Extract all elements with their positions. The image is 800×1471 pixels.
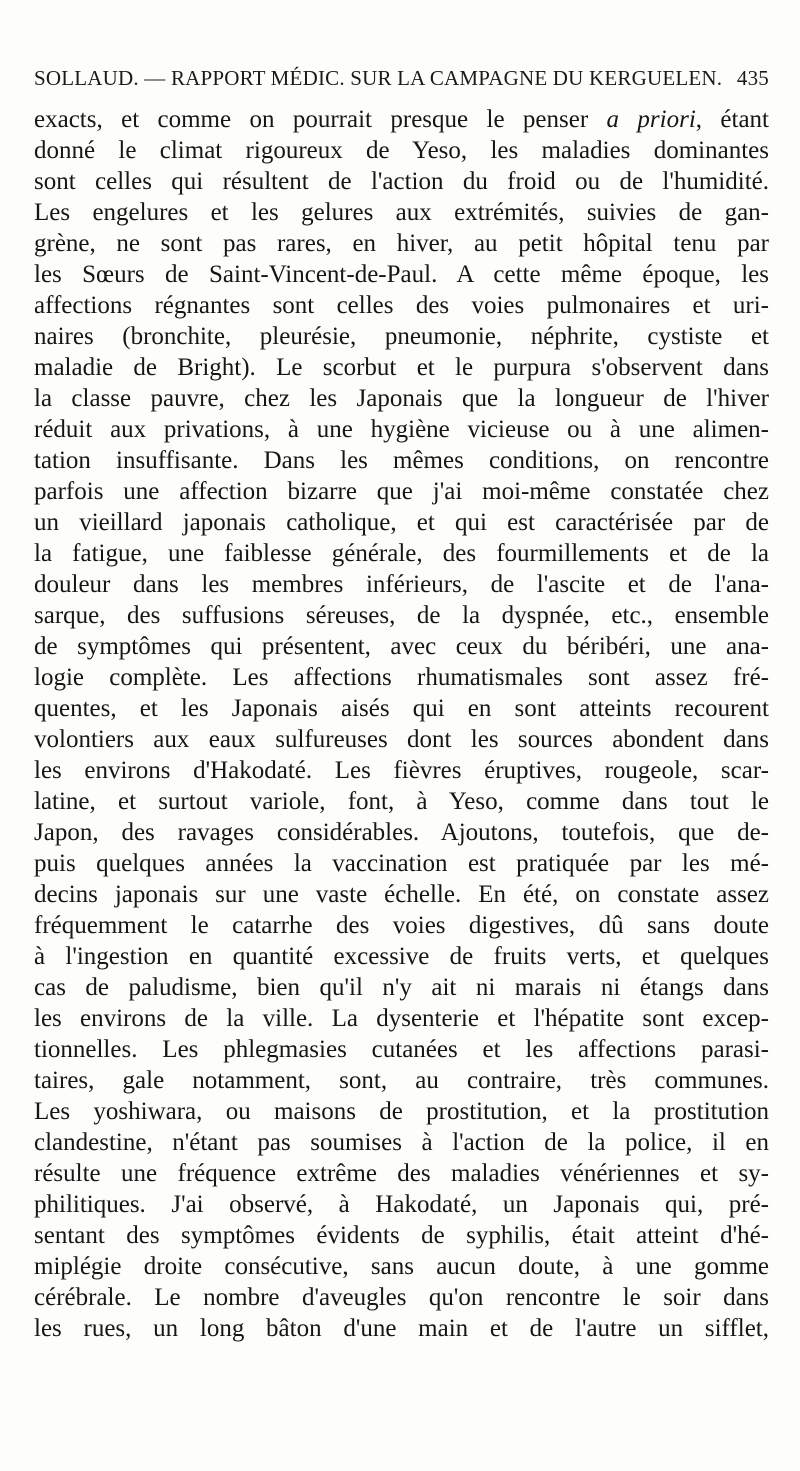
text-line: grène, ne sont pas rares, en hiver, au petit hôpital tenu par <box>34 230 769 257</box>
text-line: la fatigue, une faiblesse générale, des fourmillements et de la <box>34 540 769 567</box>
text-line: les rues, un long bâton d'une main et de l'autre un sifflet, <box>34 1315 769 1342</box>
page-header <box>34 66 769 98</box>
text-line: latine, et surtout variole, font, à Yeso, comme dans tout le <box>34 788 769 815</box>
text-line: decins japonais sur une vaste échelle. En été, on constate assez <box>34 881 769 908</box>
page-number: 435 <box>736 66 769 90</box>
text-line: tation insuffisante. Dans les mêmes conditions, on rencontre <box>34 447 769 474</box>
text-line: volontiers aux eaux sulfureuses dont les sources abondent dans <box>34 726 769 753</box>
text-line: les environs d'Hakodaté. Les fièvres éruptives, rougeole, scar- <box>34 757 769 784</box>
text-line: résulte une fréquence extrême des maladies vénériennes et sy- <box>34 1160 769 1187</box>
text-line: quentes, et les Japonais aisés qui en sont atteints recourent <box>34 695 769 722</box>
text-line: un vieillard japonais catholique, et qui est caractérisée par de <box>34 509 769 536</box>
text-line: philitiques. J'ai observé, à Hakodaté, un Japonais qui, pré- <box>34 1191 769 1218</box>
text-line: cérébrale. Le nombre d'aveugles qu'on rencontre le soir dans <box>34 1284 769 1311</box>
text-line: réduit aux privations, à une hygiène vicieuse ou à une alimen- <box>34 416 769 443</box>
text-line: clandestine, n'étant pas soumises à l'action de la police, il en <box>34 1129 769 1156</box>
text-line: miplégie droite consécutive, sans aucun doute, à une gomme <box>34 1253 769 1280</box>
text-line: puis quelques années la vaccination est pratiquée par les mé- <box>34 850 769 877</box>
text-line: Les yoshiwara, ou maisons de prostitution, et la prostitution <box>34 1098 769 1125</box>
text-line: à l'ingestion en quantité excessive de fruits verts, et quelques <box>34 943 769 970</box>
text-line <box>34 104 769 135</box>
italic-phrase: a priori <box>606 106 696 133</box>
text-line: cas de paludisme, bien qu'il n'y ait ni marais ni étangs dans <box>34 974 769 1001</box>
text-line: de symptômes qui présentent, avec ceux du béribéri, une ana- <box>34 633 769 660</box>
text-line: fréquemment le catarrhe des voies digestives, dû sans doute <box>34 912 769 939</box>
text-line: les Sœurs de Saint-Vincent-de-Paul. A cette même époque, les <box>34 261 769 288</box>
text-line: sarque, des suffusions séreuses, de la dyspnée, etc., ensemble <box>34 602 769 629</box>
text-line: Les engelures et les gelures aux extrémités, suivies de gan- <box>34 199 769 226</box>
text-line: naires (bronchite, pleurésie, pneumonie, néphrite, cystiste et <box>34 323 769 350</box>
text-line: les environs de la ville. La dysenterie et l'hépatite sont excep- <box>34 1005 769 1032</box>
text-line: donné le climat rigoureux de Yeso, les maladies dominantes <box>34 137 769 164</box>
text-segment: , étant <box>695 106 769 133</box>
text-line: sont celles qui résultent de l'action du froid ou de l'humidité. <box>34 168 769 195</box>
text-line: maladie de Bright). Le scorbut et le purpura s'observent dans <box>34 354 769 381</box>
running-title: SOLLAUD. — RAPPORT MÉDIC. SUR LA CAMPAGNE DU KERGUELEN. <box>34 66 723 90</box>
text-line: la classe pauvre, chez les Japonais que la longueur de l'hiver <box>34 385 769 412</box>
text-line: douleur dans les membres inférieurs, de l'ascite et de l'ana- <box>34 571 769 598</box>
body-text <box>34 104 769 1344</box>
text-segment: exacts, et comme on pourrait presque le penser <box>34 106 607 133</box>
text-line: logie complète. Les affections rhumatismales sont assez fré- <box>34 664 769 691</box>
text-line: tionnelles. Les phlegmasies cutanées et les affections parasi- <box>34 1036 769 1063</box>
text-line: Japon, des ravages considérables. Ajoutons, toutefois, que de- <box>34 819 769 846</box>
text-line: affections régnantes sont celles des voies pulmonaires et uri- <box>34 292 769 319</box>
text-line: taires, gale notamment, sont, au contraire, très communes. <box>34 1067 769 1094</box>
text-line: parfois une affection bizarre que j'ai moi-même constatée chez <box>34 478 769 505</box>
text-line: sentant des symptômes évidents de syphilis, était atteint d'hé- <box>34 1222 769 1249</box>
